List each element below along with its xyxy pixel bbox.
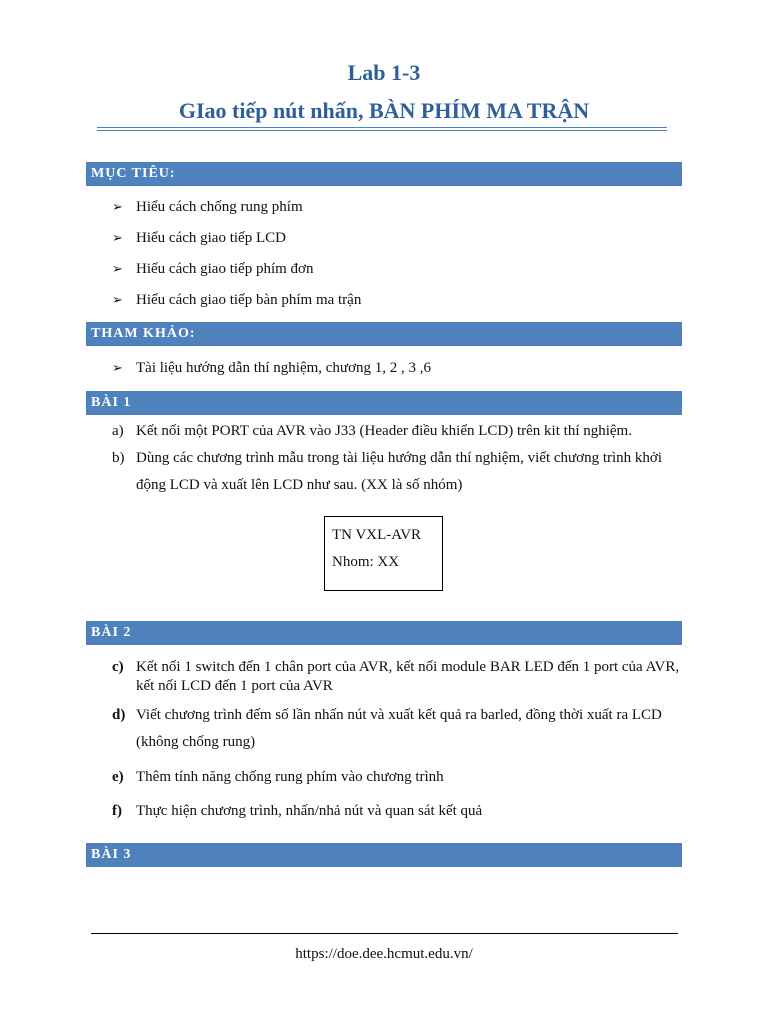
list-item: f) Thực hiện chương trình, nhấn/nhả nút và quan sát kết quả (112, 803, 483, 819)
section-heading-bai-3: BÀI 3 (86, 843, 682, 867)
list-item: ➢ Hiểu cách chống rung phím (112, 199, 303, 215)
arrowhead-bullet-icon: ➢ (112, 261, 123, 276)
list-item: b) Dùng các chương trình mẫu trong tài liệu hướng dẫn thí nghiệm, viết chương trình khởi động LCD và xuất lên LCD như sau. (XX là số nhóm) (112, 450, 663, 493)
section-heading-bai-1: BÀI 1 (86, 391, 682, 415)
title-underline (97, 127, 667, 131)
footer-url: https://doe.dee.hcmut.edu.vn/ (295, 946, 473, 962)
list-item: c) Kết nối 1 switch đến 1 chân port của AVR, kết nối module BAR LED đến 1 port của AVR, kết nối LCD đến 1 port của AVR (112, 659, 680, 694)
arrowhead-bullet-icon: ➢ (112, 360, 123, 375)
section-heading-tham-khao: THAM KHẢO: (86, 322, 682, 346)
page-title: Lab 1-3 (347, 60, 421, 85)
page-subtitle: GIao tiếp nút nhấn, BÀN PHÍM MA TRẬN (178, 98, 590, 123)
section-heading-bai-2: BÀI 2 (86, 621, 682, 645)
list-item: d) Viết chương trình đếm số lần nhấn nút và xuất kết quả ra barled, đồng thời xuất ra LCD (không chống rung) (112, 707, 662, 750)
list-item: ➢ Tài liệu hướng dẫn thí nghiệm, chương 1, 2 , 3 ,6 (112, 360, 431, 376)
arrowhead-bullet-icon: ➢ (112, 292, 123, 307)
list-item: a) Kết nối một PORT của AVR vào J33 (Header điều khiển LCD) trên kit thí nghiệm. (112, 423, 632, 439)
section-heading-muc-tieu: MỤC TIÊU: (86, 162, 682, 186)
lcd-display-box (324, 516, 443, 591)
list-item: ➢ Hiểu cách giao tiếp phím đơn (112, 261, 314, 277)
lcd-line-2: Nhom: XX (332, 554, 400, 570)
list-item: e) Thêm tính năng chống rung phím vào chương trình (112, 769, 444, 785)
footer-divider (91, 933, 678, 934)
lcd-line-1: TN VXL-AVR (332, 527, 422, 543)
arrowhead-bullet-icon: ➢ (112, 199, 123, 214)
list-item: ➢ Hiểu cách giao tiếp LCD (112, 230, 286, 246)
list-item: ➢ Hiểu cách giao tiếp bàn phím ma trận (112, 292, 362, 308)
arrowhead-bullet-icon: ➢ (112, 230, 123, 245)
